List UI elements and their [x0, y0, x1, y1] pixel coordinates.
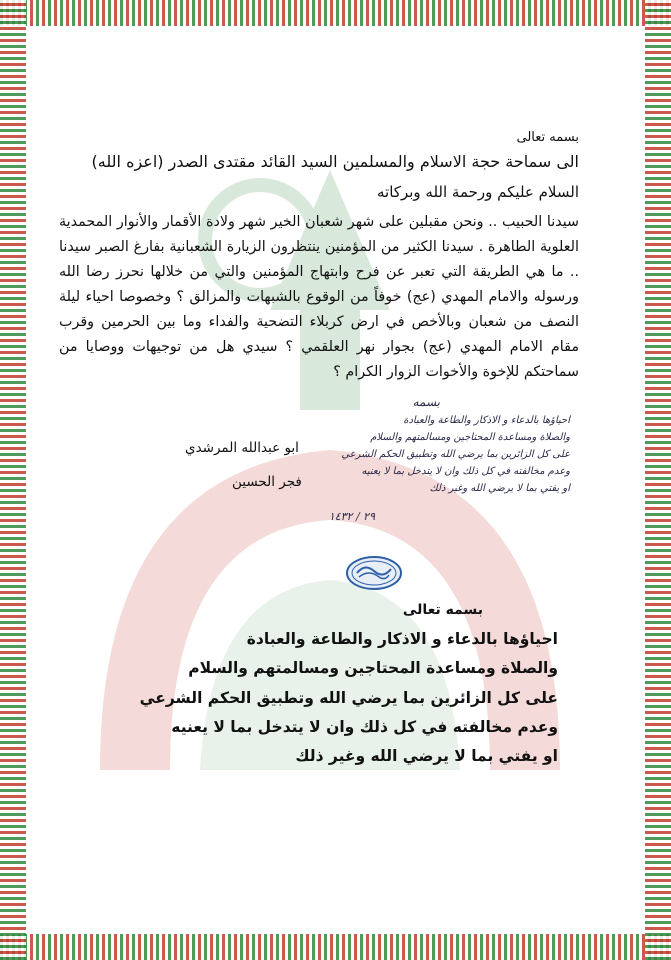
sender-name: ابو عبدالله المرشدي [185, 440, 299, 456]
handwritten-line: وعدم مخالفته في كل ذلك وان لا يتدخل بما لا يعنيه [361, 466, 570, 477]
reply-line: او يفتي بما لا يرضي الله وغير ذلك [295, 747, 558, 765]
letter-greeting: السلام عليكم ورحمة الله وبركاته [377, 183, 579, 201]
reply-line: والصلاة ومساعدة المحتاجين ومسالمتهم والسلام [188, 659, 558, 677]
letter-salutation-head: بسمه تعالى [516, 130, 579, 145]
handwritten-line: على كل الزائرين بما يرضي الله وتطبيق الحكم الشرعي [341, 449, 570, 460]
seal-stamp-icon [345, 555, 403, 591]
reply-line: على كل الزائرين بما يرضي الله وتطبيق الحكم الشرعي [139, 689, 558, 707]
decorative-border-top [0, 0, 671, 26]
decorative-border-right [645, 0, 671, 960]
decorative-border-bottom [0, 934, 671, 960]
reply-line: وعدم مخالفته في كل ذلك وان لا يتدخل بما لا يعنيه [171, 718, 558, 736]
handwritten-line: احياؤها بالدعاء و الاذكار والطاعة والعبادة [403, 415, 570, 426]
sender-place: فجر الحسين [232, 474, 302, 490]
reply-line: احياؤها بالدعاء و الاذكار والطاعة والعبادة [246, 630, 558, 648]
handwritten-line: او يفتي بما لا يرضي الله وغير ذلك [429, 483, 570, 494]
handwritten-date: ٢٩ / ١٤٣٢ [328, 510, 375, 523]
handwritten-reply [305, 395, 570, 555]
handwritten-line: والصلاة ومساعدة المحتاجين ومسالمتهم والسلام [370, 432, 570, 443]
letter-addressee: الى سماحة حجة الاسلام والمسلمين السيد القائد مقتدى الصدر (اعزه الله) [91, 152, 579, 171]
decorative-border-left [0, 0, 26, 960]
reply-head: بسمه تعالى [402, 602, 483, 618]
letter-body: سيدنا الحبيب .. ونحن مقبلين على شهر شعبان الخير شهر ولادة الأقمار والأنوار المحمدية العلوية الطاهرة . سيدنا الكثير من المؤمنين ينتظرون الزيارة الشعبانية بفارغ الصبر سيدنا .. ما هي الطريقة التي تعبر عن فرح وابتهاج المؤمنين والتي من خلالها نحرز رضا الله ورسوله والامام المهدي (عج) خوفاً من الوقوع بالشبهات والمزالق ؟ وخصوصا احياء ليلة النصف من شعبان وبالأخص في ارض كربلاء التضحية والفداء وما بين الحرمين وقرب مقام الامام المهدي (عج) بجوار نهر العلقمي ؟ سيدي هل من توجيهات ووصايا من سماحتكم للإخوة والأخوات الزوار الكرام ؟ [59, 214, 579, 380]
handwritten-line: بسمه [412, 395, 440, 409]
